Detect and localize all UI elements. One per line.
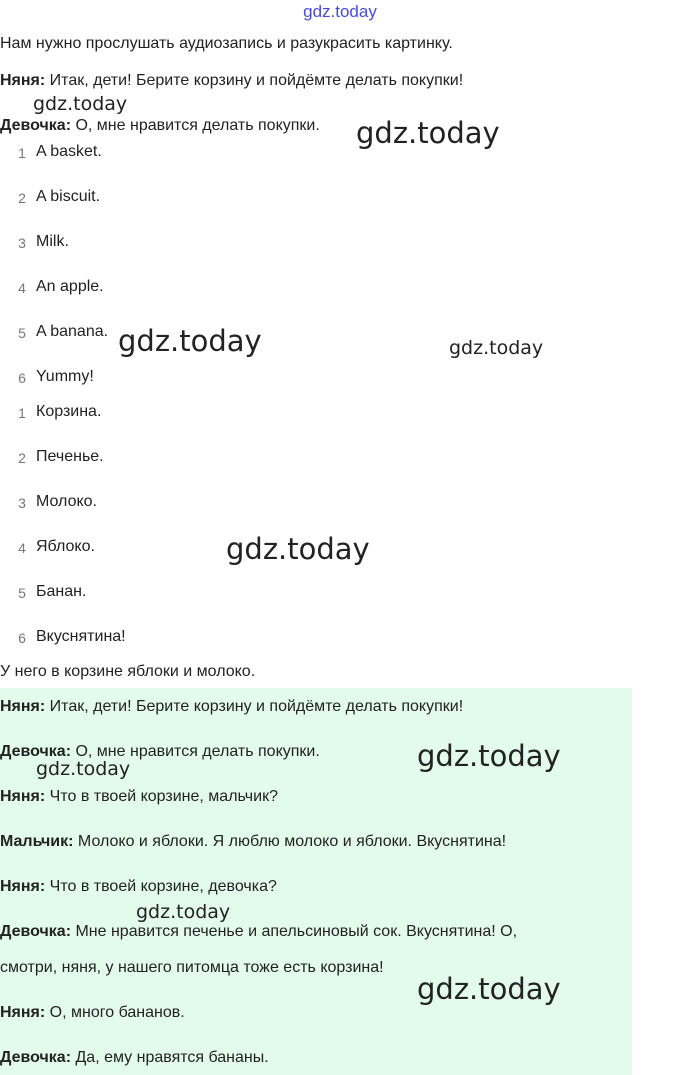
header-watermark: gdz.today — [303, 2, 377, 21]
line-text: Итак, дети! Берите корзину и пойдёмте делать покупки! — [45, 698, 464, 715]
dialogue-line — [0, 878, 277, 896]
list-number: 6 — [18, 370, 26, 386]
list-number: 4 — [18, 280, 26, 296]
list-item: Печенье. — [36, 448, 104, 465]
list-number: 1 — [18, 405, 26, 421]
list-item: A basket. — [36, 143, 102, 160]
speaker-label: Девочка: — [0, 743, 72, 760]
line-text: Что в твоей корзине, мальчик? — [45, 788, 278, 805]
watermark: gdz.today — [226, 532, 370, 566]
line-text: смотри, няня, у нашего питомца тоже есть корзина! — [0, 959, 384, 976]
dialogue-line — [0, 833, 506, 851]
list-number: 3 — [18, 235, 26, 251]
list-item: Яблоко. — [36, 538, 95, 555]
speaker-label: Девочка: — [0, 117, 72, 134]
dialogue-line — [0, 959, 384, 977]
watermark: gdz.today — [356, 116, 500, 150]
list-number: 5 — [18, 325, 26, 341]
watermark: gdz.today — [36, 758, 131, 780]
speaker-label: Няня: — [0, 788, 46, 805]
speaker-label: Няня: — [0, 72, 46, 89]
watermark: gdz.today — [33, 93, 128, 115]
list-item: Вкуснятина! — [36, 628, 126, 645]
list-item: Yummy! — [36, 368, 94, 385]
list-item: A biscuit. — [36, 188, 101, 205]
dialogue-line — [0, 1004, 185, 1022]
list-number: 1 — [18, 145, 26, 161]
list-number: 2 — [18, 450, 26, 466]
dialogue-line — [0, 788, 278, 806]
answer-text: У него в корзине яблоки и молоко. — [0, 663, 256, 680]
speaker-label: Няня: — [0, 698, 46, 715]
list-item: Банан. — [36, 583, 87, 600]
intro-line-1 — [0, 72, 463, 90]
line-text: Молоко и яблоки. Я люблю молоко и яблоки. Вкуснятина! — [73, 833, 507, 850]
list-item: Milk. — [36, 233, 69, 250]
watermark: gdz.today — [417, 739, 561, 773]
list-item: Молоко. — [36, 493, 97, 510]
watermark: gdz.today — [449, 337, 544, 359]
list-number: 2 — [18, 190, 26, 206]
dialogue-line — [0, 1049, 269, 1067]
watermark: gdz.today — [417, 972, 561, 1006]
list-number: 4 — [18, 540, 26, 556]
line-text: О, мне нравится делать покупки. — [71, 743, 320, 760]
line-text: О, мне нравится делать покупки. — [71, 117, 320, 134]
list-item: A banana. — [36, 323, 109, 340]
list-number: 3 — [18, 495, 26, 511]
speaker-label: Девочка: — [0, 1049, 72, 1066]
dialogue-line — [0, 923, 517, 941]
speaker-label: Мальчик: — [0, 833, 74, 850]
speaker-label: Няня: — [0, 1004, 46, 1021]
line-text: Да, ему нравятся бананы. — [71, 1049, 269, 1066]
line-text: О, много бананов. — [45, 1004, 185, 1021]
speaker-label: Девочка: — [0, 923, 72, 940]
list-number: 6 — [18, 630, 26, 646]
task-text: Нам нужно прослушать аудиозапись и разукрасить картинку. — [0, 35, 453, 52]
list-item: Корзина. — [36, 403, 102, 420]
intro-line-2 — [0, 117, 320, 135]
line-text: Что в твоей корзине, девочка? — [45, 878, 277, 895]
list-item: An apple. — [36, 278, 104, 295]
line-text: Мне нравится печенье и апельсиновый сок. Вкуснятина! О, — [71, 923, 518, 940]
watermark: gdz.today — [136, 901, 231, 923]
line-text: Итак, дети! Берите корзину и пойдёмте делать покупки! — [45, 72, 464, 89]
speaker-label: Няня: — [0, 878, 46, 895]
list-number: 5 — [18, 585, 26, 601]
watermark: gdz.today — [118, 324, 262, 358]
dialogue-line — [0, 698, 463, 716]
